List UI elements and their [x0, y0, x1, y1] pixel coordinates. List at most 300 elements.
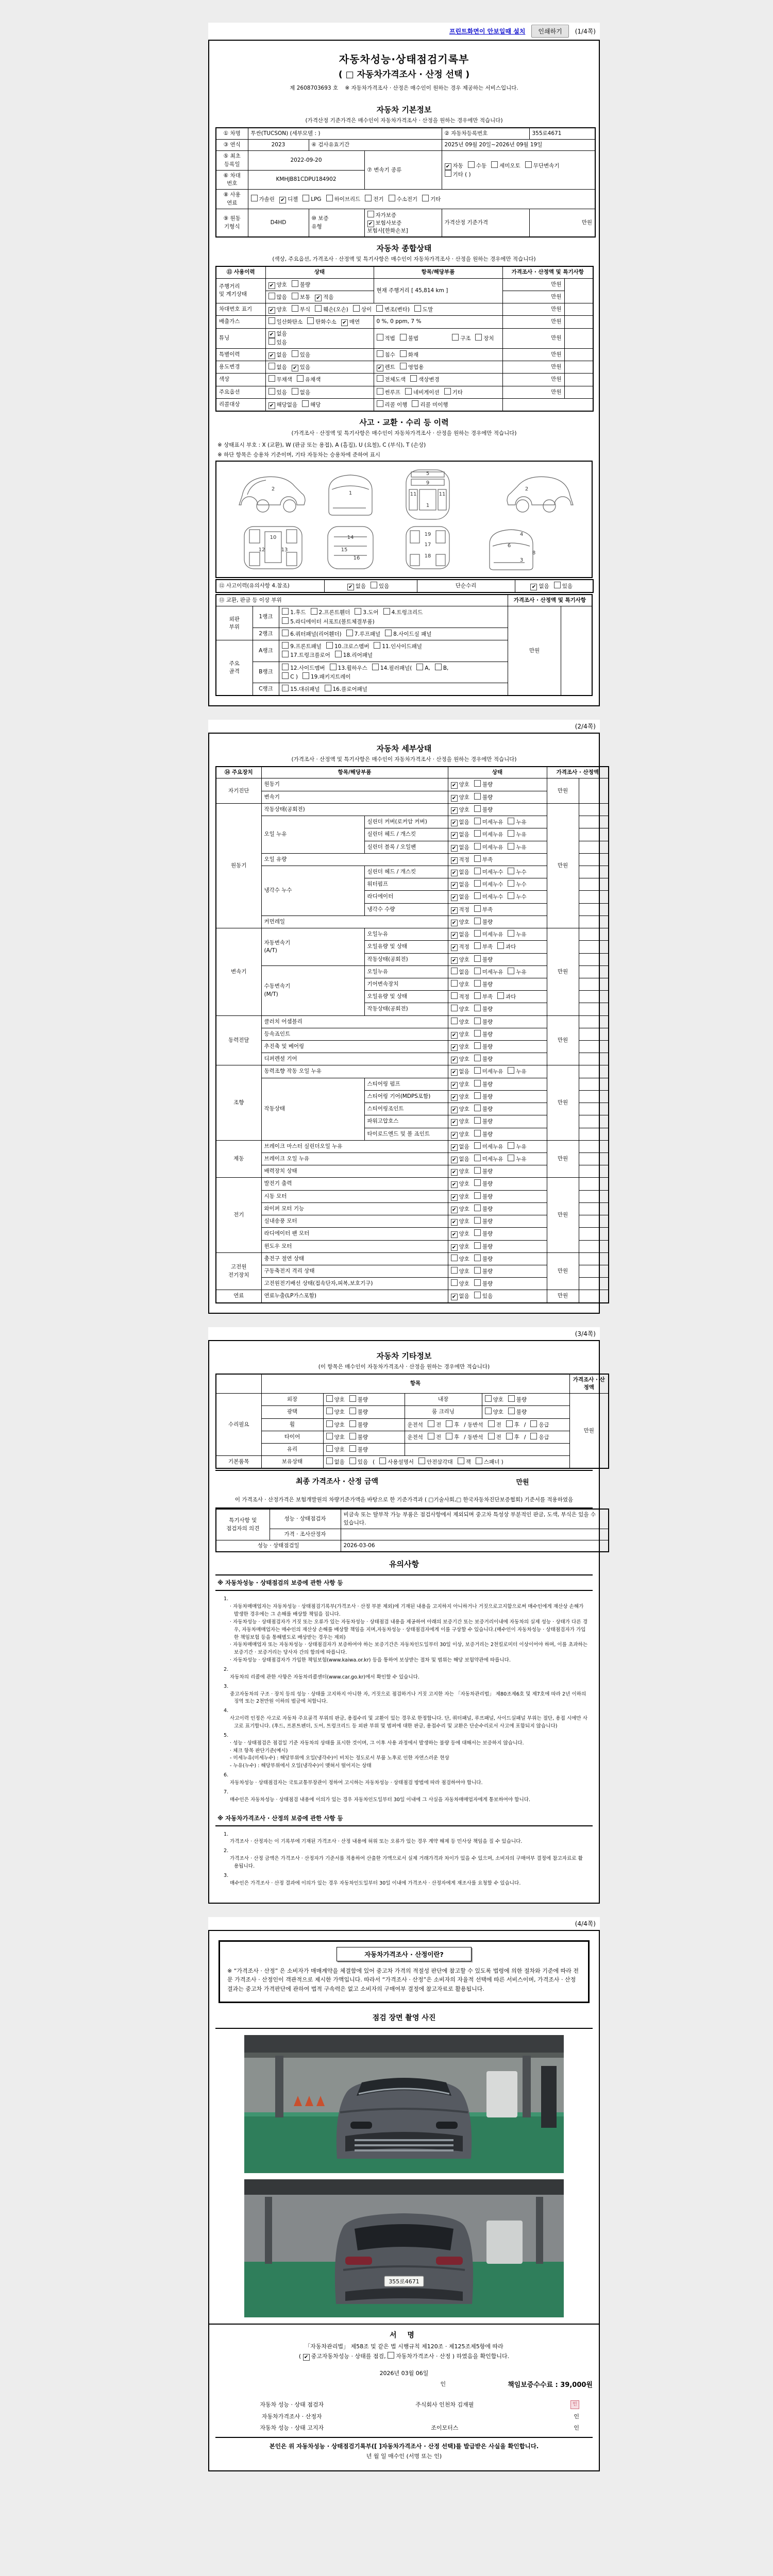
- checkbox[interactable]: [297, 375, 304, 382]
- checkbox-option[interactable]: [326, 1433, 345, 1442]
- checkbox[interactable]: [474, 892, 481, 899]
- checkbox-option[interactable]: [349, 1408, 368, 1416]
- checkbox[interactable]: ✔: [451, 1107, 458, 1113]
- checkbox[interactable]: ✔: [292, 365, 298, 371]
- checkbox[interactable]: [400, 350, 407, 357]
- checkbox[interactable]: [474, 1142, 481, 1149]
- checkbox[interactable]: [349, 1458, 356, 1464]
- checkbox-option[interactable]: [508, 1155, 526, 1163]
- checkbox-option[interactable]: [451, 1106, 469, 1113]
- checkbox-option[interactable]: [282, 617, 375, 626]
- checkbox[interactable]: [451, 992, 458, 999]
- checkbox[interactable]: ✔: [451, 807, 458, 814]
- checkbox[interactable]: [326, 1408, 333, 1414]
- checkbox-option[interactable]: [428, 1420, 441, 1429]
- checkbox-option[interactable]: [326, 1420, 345, 1429]
- checkbox[interactable]: [268, 317, 275, 324]
- checkbox[interactable]: ✔: [451, 1094, 458, 1101]
- checkbox[interactable]: [474, 843, 481, 850]
- checkbox[interactable]: [476, 1458, 482, 1464]
- checkbox[interactable]: ✔: [451, 845, 458, 852]
- checkbox-option[interactable]: [422, 195, 441, 204]
- checkbox[interactable]: [444, 388, 451, 395]
- checkbox[interactable]: [349, 1408, 356, 1414]
- checkbox-option[interactable]: [474, 942, 493, 951]
- checkbox[interactable]: [508, 968, 514, 974]
- checkbox[interactable]: ✔: [341, 319, 348, 326]
- checkbox-option[interactable]: [372, 664, 412, 672]
- checkbox[interactable]: [451, 1267, 458, 1274]
- checkbox-option[interactable]: [474, 1130, 493, 1139]
- checkbox-option[interactable]: [451, 794, 469, 802]
- checkbox[interactable]: [330, 664, 337, 670]
- checkbox-option[interactable]: [474, 1255, 493, 1263]
- checkbox-option[interactable]: [365, 195, 383, 204]
- checkbox-option[interactable]: [451, 1031, 469, 1039]
- checkbox-option[interactable]: [282, 608, 306, 617]
- checkbox[interactable]: ✔: [279, 197, 286, 204]
- checkbox[interactable]: [282, 617, 289, 624]
- checkbox[interactable]: ✔: [347, 584, 354, 590]
- checkbox-option[interactable]: [268, 330, 287, 338]
- checkbox-option[interactable]: [474, 955, 493, 964]
- checkbox-option[interactable]: [474, 855, 493, 864]
- checkbox-option[interactable]: [474, 1217, 493, 1226]
- checkbox-option[interactable]: [451, 844, 469, 852]
- checkbox-option[interactable]: [251, 195, 275, 204]
- checkbox-option[interactable]: [451, 906, 469, 914]
- checkbox[interactable]: [474, 1279, 481, 1286]
- checkbox[interactable]: [508, 1408, 515, 1414]
- checkbox[interactable]: [491, 161, 498, 168]
- checkbox-option[interactable]: [508, 892, 526, 901]
- checkbox-option[interactable]: [474, 1092, 493, 1101]
- checkbox-option[interactable]: [530, 1420, 549, 1429]
- checkbox-option[interactable]: [451, 1293, 469, 1300]
- checkbox[interactable]: [458, 1458, 464, 1464]
- checkbox[interactable]: [474, 1217, 481, 1224]
- checkbox-option[interactable]: [451, 1043, 469, 1051]
- checkbox-option[interactable]: [341, 318, 360, 326]
- checkbox-option[interactable]: [474, 1267, 493, 1276]
- checkbox-option[interactable]: [451, 1193, 469, 1201]
- checkbox[interactable]: [485, 1408, 492, 1414]
- checkbox-option[interactable]: [474, 1142, 503, 1151]
- checkbox-option[interactable]: [474, 1105, 493, 1113]
- checkbox[interactable]: ✔: [445, 163, 451, 170]
- checkbox[interactable]: [474, 1117, 481, 1124]
- checkbox[interactable]: [508, 868, 514, 874]
- checkbox-option[interactable]: [451, 1081, 469, 1089]
- checkbox[interactable]: [326, 195, 333, 201]
- checkbox[interactable]: [303, 195, 309, 201]
- checkbox-option[interactable]: [303, 195, 321, 204]
- checkbox-option[interactable]: [451, 881, 469, 889]
- checkbox[interactable]: [326, 1395, 333, 1402]
- checkbox-option[interactable]: [268, 401, 298, 409]
- checkbox[interactable]: [435, 664, 442, 670]
- checkbox[interactable]: [474, 780, 481, 787]
- checkbox[interactable]: [307, 317, 314, 324]
- checkbox-option[interactable]: [508, 968, 526, 976]
- checkbox-inspected[interactable]: ✔: [303, 2354, 310, 2361]
- checkbox-option[interactable]: [474, 1030, 493, 1039]
- checkbox[interactable]: ✔: [451, 1219, 458, 1226]
- checkbox[interactable]: [474, 1255, 481, 1261]
- checkbox[interactable]: [325, 685, 331, 691]
- checkbox-option[interactable]: [385, 630, 431, 638]
- checkbox-option[interactable]: [414, 305, 433, 314]
- checkbox-option[interactable]: [435, 664, 449, 672]
- checkbox[interactable]: [326, 1445, 333, 1452]
- checkbox[interactable]: [474, 905, 481, 912]
- checkbox-option[interactable]: [282, 685, 320, 693]
- checkbox-option[interactable]: [451, 992, 469, 1001]
- checkbox-option[interactable]: [525, 161, 560, 170]
- checkbox-option[interactable]: [379, 1458, 414, 1466]
- checkbox[interactable]: [335, 651, 342, 657]
- checkbox-option[interactable]: [374, 642, 422, 651]
- checkbox-option[interactable]: [416, 664, 430, 672]
- checkbox-option[interactable]: [488, 1433, 501, 1442]
- checkbox[interactable]: [389, 195, 395, 201]
- checkbox-option[interactable]: [268, 281, 287, 289]
- checkbox-option[interactable]: [268, 375, 292, 384]
- checkbox[interactable]: ✔: [451, 1057, 458, 1063]
- checkbox[interactable]: ✔: [451, 1044, 458, 1051]
- checkbox[interactable]: [474, 855, 481, 862]
- checkbox-option[interactable]: [451, 1156, 469, 1163]
- checkbox[interactable]: ✔: [451, 1207, 458, 1213]
- checkbox-option[interactable]: [474, 1042, 493, 1051]
- checkbox[interactable]: [405, 388, 412, 395]
- checkbox-option[interactable]: [508, 1142, 526, 1151]
- checkbox-option[interactable]: [491, 161, 520, 170]
- checkbox-option[interactable]: [497, 942, 516, 951]
- checkbox-option[interactable]: [451, 1068, 469, 1076]
- checkbox-option[interactable]: [474, 1229, 493, 1238]
- checkbox[interactable]: [377, 375, 383, 382]
- checkbox-option[interactable]: [326, 642, 369, 651]
- checkbox[interactable]: ✔: [377, 365, 383, 371]
- checkbox-option[interactable]: [268, 363, 287, 371]
- checkbox-option[interactable]: [451, 1267, 469, 1276]
- checkbox-option[interactable]: [474, 818, 503, 826]
- checkbox[interactable]: ✔: [451, 1194, 458, 1201]
- print-button[interactable]: 인쇄하기: [531, 25, 568, 38]
- checkbox[interactable]: [508, 1067, 514, 1074]
- checkbox[interactable]: [474, 942, 481, 949]
- checkbox[interactable]: [508, 843, 514, 850]
- checkbox-option[interactable]: [508, 930, 526, 939]
- checkbox-option[interactable]: [451, 1005, 469, 1013]
- checkbox-option[interactable]: [349, 1395, 368, 1404]
- checkbox[interactable]: [474, 980, 481, 987]
- checkbox-option[interactable]: [474, 793, 493, 802]
- checkbox-option[interactable]: [476, 1458, 503, 1466]
- checkbox-option[interactable]: [292, 280, 310, 289]
- checkbox-option[interactable]: [315, 294, 333, 301]
- checkbox-option[interactable]: [474, 830, 503, 839]
- checkbox[interactable]: [374, 642, 380, 649]
- checkbox-option[interactable]: [474, 1242, 493, 1251]
- checkbox-option[interactable]: [326, 1408, 345, 1416]
- checkbox-option[interactable]: [485, 1408, 503, 1416]
- checkbox[interactable]: ✔: [451, 894, 458, 901]
- checkbox-option[interactable]: [474, 968, 503, 976]
- checkbox-option[interactable]: [508, 843, 526, 852]
- checkbox-option[interactable]: [451, 956, 469, 964]
- checkbox[interactable]: [282, 685, 289, 691]
- checkbox[interactable]: ✔: [451, 1032, 458, 1039]
- checkbox[interactable]: [349, 1433, 356, 1439]
- checkbox[interactable]: [326, 642, 333, 649]
- checkbox-option[interactable]: [279, 196, 298, 204]
- checkbox[interactable]: [474, 818, 481, 824]
- checkbox[interactable]: [474, 1130, 481, 1137]
- checkbox[interactable]: [292, 350, 298, 357]
- checkbox-option[interactable]: [474, 1067, 503, 1076]
- checkbox-option[interactable]: [451, 856, 469, 864]
- checkbox-option[interactable]: [446, 1420, 459, 1429]
- checkbox-option[interactable]: [268, 317, 303, 326]
- checkbox-option[interactable]: [497, 992, 516, 1001]
- install-print-plugin-link[interactable]: 프린트화면이 안보일때 설치: [449, 28, 526, 35]
- checkbox[interactable]: ✔: [451, 1157, 458, 1163]
- checkbox[interactable]: [508, 818, 514, 824]
- checkbox-option[interactable]: [451, 1255, 469, 1263]
- checkbox-option[interactable]: [400, 334, 418, 343]
- checkbox-option[interactable]: [508, 818, 526, 826]
- checkbox-option[interactable]: [383, 608, 423, 617]
- checkbox[interactable]: [365, 195, 372, 201]
- checkbox-option[interactable]: [326, 1458, 345, 1466]
- checkbox[interactable]: ✔: [451, 1244, 458, 1251]
- checkbox-option[interactable]: [282, 672, 298, 681]
- checkbox-option[interactable]: [474, 1155, 503, 1163]
- checkbox[interactable]: [474, 1155, 481, 1161]
- checkbox[interactable]: [346, 630, 353, 636]
- checkbox-option[interactable]: [349, 1445, 368, 1454]
- checkbox-option[interactable]: [349, 1458, 368, 1466]
- checkbox[interactable]: [468, 161, 475, 168]
- checkbox[interactable]: [292, 280, 298, 287]
- checkbox-option[interactable]: [451, 1018, 469, 1026]
- checkbox[interactable]: [474, 805, 481, 812]
- checkbox[interactable]: [530, 1420, 537, 1427]
- checkbox[interactable]: [474, 1179, 481, 1186]
- checkbox-option[interactable]: [474, 1117, 493, 1126]
- checkbox-option[interactable]: [377, 364, 395, 371]
- checkbox-option[interactable]: [282, 642, 322, 651]
- checkbox[interactable]: ✔: [451, 1181, 458, 1188]
- checkbox-option[interactable]: [474, 805, 493, 814]
- checkbox[interactable]: [474, 1267, 481, 1274]
- checkbox-option[interactable]: [349, 1433, 368, 1442]
- checkbox[interactable]: [485, 1395, 492, 1402]
- checkbox[interactable]: [315, 305, 322, 312]
- checkbox-option[interactable]: [468, 161, 486, 170]
- checkbox-option[interactable]: [355, 608, 378, 617]
- checkbox-option[interactable]: [444, 388, 463, 397]
- checkbox-option[interactable]: [506, 1433, 519, 1442]
- checkbox[interactable]: [474, 1055, 481, 1061]
- checkbox[interactable]: [282, 642, 289, 649]
- checkbox-option[interactable]: [474, 1055, 493, 1063]
- checkbox-option[interactable]: [445, 162, 463, 170]
- checkbox-option[interactable]: [282, 664, 325, 672]
- checkbox[interactable]: [377, 350, 383, 357]
- checkbox[interactable]: ✔: [451, 820, 458, 826]
- checkbox-option[interactable]: [400, 350, 418, 359]
- checkbox-option[interactable]: [474, 918, 493, 926]
- checkbox[interactable]: ✔: [451, 944, 458, 951]
- checkbox[interactable]: ✔: [451, 832, 458, 839]
- checkbox[interactable]: [474, 793, 481, 800]
- checkbox[interactable]: ✔: [451, 1169, 458, 1176]
- checkbox[interactable]: [414, 305, 421, 312]
- checkbox[interactable]: [376, 305, 383, 312]
- checkbox[interactable]: [349, 1445, 356, 1452]
- checkbox[interactable]: [385, 630, 392, 636]
- checkbox-option[interactable]: [268, 338, 287, 347]
- checkbox[interactable]: [506, 1433, 513, 1439]
- checkbox[interactable]: [474, 1067, 481, 1074]
- checkbox[interactable]: ✔: [451, 1069, 458, 1076]
- checkbox[interactable]: [508, 930, 514, 937]
- checkbox[interactable]: [474, 1030, 481, 1037]
- checkbox-option[interactable]: [346, 630, 381, 638]
- checkbox[interactable]: [474, 1105, 481, 1111]
- checkbox-option[interactable]: [268, 306, 287, 314]
- checkbox-option[interactable]: [451, 1206, 469, 1213]
- checkbox[interactable]: [445, 170, 451, 177]
- checkbox[interactable]: [377, 388, 383, 395]
- checkbox[interactable]: [268, 363, 275, 369]
- checkbox-option[interactable]: [377, 350, 395, 359]
- checkbox-option[interactable]: [412, 400, 448, 409]
- checkbox-option[interactable]: [474, 930, 503, 939]
- checkbox-option[interactable]: [452, 334, 470, 343]
- checkbox-option[interactable]: [458, 1458, 471, 1466]
- checkbox[interactable]: [377, 334, 383, 341]
- checkbox-option[interactable]: [530, 583, 549, 590]
- checkbox-option[interactable]: [451, 831, 469, 839]
- checkbox[interactable]: [428, 1420, 434, 1427]
- checkbox-option[interactable]: [335, 651, 373, 659]
- checkbox-option[interactable]: [292, 388, 310, 397]
- checkbox-option[interactable]: [474, 880, 503, 889]
- checkbox[interactable]: [371, 582, 377, 588]
- checkbox-option[interactable]: [451, 1168, 469, 1176]
- checkbox-option[interactable]: [451, 869, 469, 876]
- checkbox[interactable]: [355, 608, 361, 615]
- checkbox[interactable]: [412, 400, 418, 407]
- checkbox-option[interactable]: [400, 363, 424, 371]
- checkbox-option[interactable]: [530, 1433, 549, 1442]
- checkbox-option[interactable]: [268, 351, 287, 359]
- checkbox-option[interactable]: [377, 400, 408, 409]
- checkbox-option[interactable]: [282, 651, 330, 659]
- checkbox[interactable]: ✔: [451, 882, 458, 889]
- checkbox[interactable]: [410, 375, 417, 382]
- checkbox-option[interactable]: [451, 1243, 469, 1251]
- checkbox[interactable]: [349, 1395, 356, 1402]
- checkbox[interactable]: ✔: [451, 1119, 458, 1126]
- checkbox[interactable]: [488, 1420, 495, 1427]
- checkbox-option[interactable]: [326, 1395, 345, 1404]
- checkbox-price-survey[interactable]: [388, 2352, 394, 2359]
- checkbox-option[interactable]: [282, 630, 341, 638]
- checkbox[interactable]: ✔: [451, 907, 458, 914]
- checkbox-option[interactable]: [326, 195, 361, 204]
- checkbox-option[interactable]: [418, 1458, 453, 1466]
- checkbox-option[interactable]: [268, 293, 287, 301]
- checkbox[interactable]: ✔: [451, 1294, 458, 1300]
- checkbox-option[interactable]: [451, 1279, 469, 1288]
- checkbox-option[interactable]: [508, 1408, 527, 1416]
- checkbox[interactable]: [474, 1229, 481, 1236]
- checkbox[interactable]: [349, 1420, 356, 1427]
- checkbox[interactable]: [506, 1420, 513, 1427]
- checkbox-option[interactable]: [474, 1080, 493, 1089]
- checkbox-option[interactable]: [307, 317, 337, 326]
- checkbox[interactable]: [474, 968, 481, 974]
- checkbox[interactable]: [268, 388, 275, 395]
- checkbox-option[interactable]: [451, 893, 469, 901]
- checkbox-option[interactable]: [451, 1093, 469, 1101]
- checkbox[interactable]: [474, 830, 481, 837]
- checkbox[interactable]: [268, 375, 275, 382]
- checkbox-option[interactable]: [367, 211, 397, 219]
- checkbox-option[interactable]: [508, 880, 526, 889]
- checkbox-option[interactable]: [311, 608, 350, 617]
- checkbox[interactable]: [303, 672, 309, 679]
- checkbox[interactable]: [474, 955, 481, 962]
- checkbox[interactable]: [474, 1292, 481, 1298]
- checkbox-option[interactable]: [268, 388, 287, 397]
- checkbox-option[interactable]: [376, 305, 410, 314]
- checkbox-option[interactable]: [475, 334, 494, 343]
- checkbox[interactable]: [292, 293, 298, 299]
- checkbox-option[interactable]: [349, 1420, 368, 1429]
- checkbox[interactable]: [554, 582, 561, 588]
- checkbox[interactable]: ✔: [451, 1231, 458, 1238]
- checkbox-option[interactable]: [367, 219, 402, 227]
- checkbox-option[interactable]: [474, 1179, 493, 1188]
- checkbox[interactable]: [497, 942, 504, 949]
- checkbox[interactable]: ✔: [268, 307, 275, 314]
- checkbox[interactable]: [416, 664, 423, 670]
- checkbox-option[interactable]: [326, 1445, 345, 1454]
- checkbox[interactable]: [451, 1005, 458, 1011]
- checkbox-option[interactable]: [451, 1143, 469, 1151]
- checkbox[interactable]: ✔: [451, 870, 458, 876]
- checkbox[interactable]: [474, 1018, 481, 1024]
- checkbox[interactable]: [497, 992, 504, 999]
- checkbox[interactable]: [474, 1042, 481, 1049]
- checkbox[interactable]: [400, 334, 407, 341]
- checkbox-option[interactable]: [451, 1056, 469, 1063]
- checkbox-option[interactable]: [508, 1395, 527, 1404]
- checkbox[interactable]: ✔: [451, 857, 458, 864]
- checkbox[interactable]: [422, 195, 429, 201]
- checkbox[interactable]: [251, 195, 258, 201]
- checkbox[interactable]: [353, 305, 360, 312]
- checkbox-option[interactable]: [303, 672, 351, 681]
- checkbox-option[interactable]: [474, 892, 503, 901]
- checkbox-option[interactable]: [474, 1167, 493, 1176]
